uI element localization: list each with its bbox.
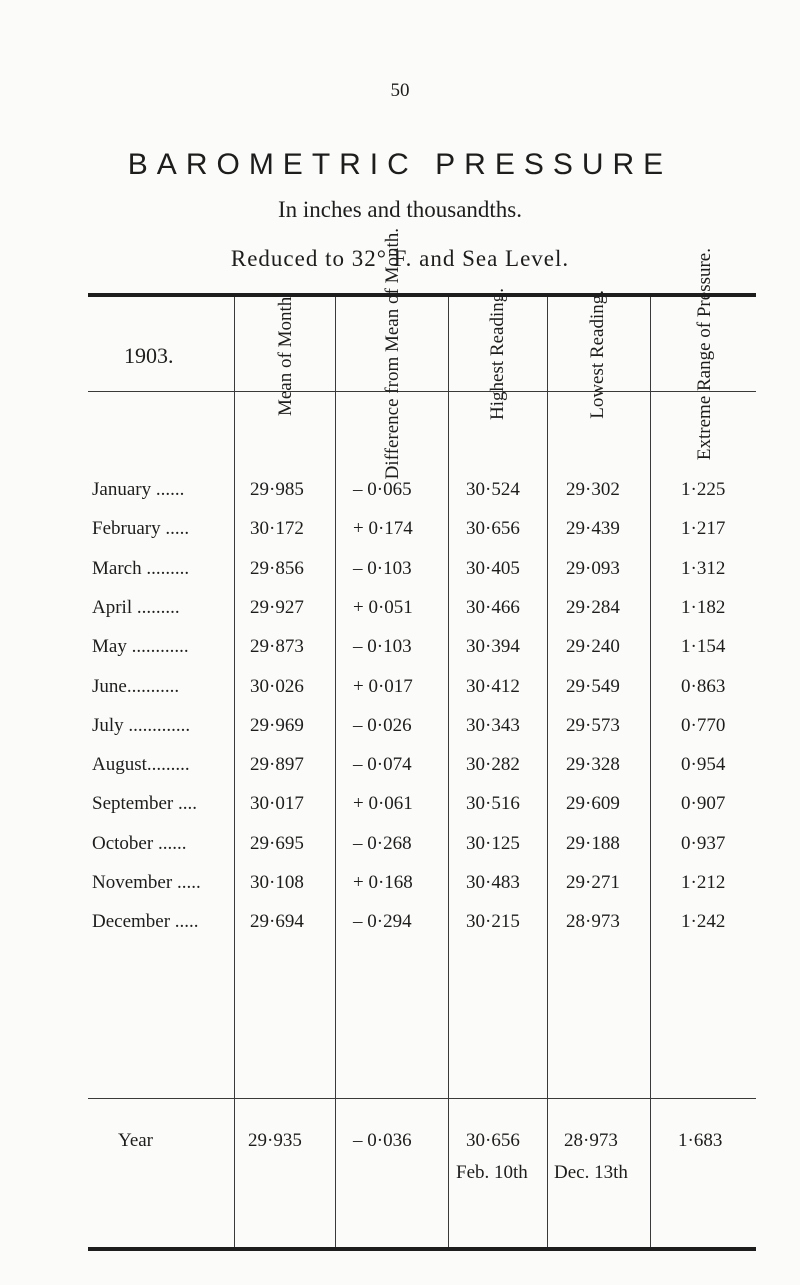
- table-row: [88, 471, 756, 511]
- highest-cell: 30·656: [466, 518, 520, 539]
- mean-cell: 29·897: [250, 754, 304, 775]
- year-low: 28·973: [564, 1130, 618, 1151]
- table-row: [88, 628, 756, 668]
- mean-cell: 29·969: [250, 715, 304, 736]
- table-row: [88, 668, 756, 708]
- month-cell: August.........: [92, 754, 190, 775]
- range-cell: 1·154: [681, 636, 726, 657]
- range-cell: 0·907: [681, 793, 726, 814]
- difference-cell: – 0·268: [353, 833, 412, 854]
- header-mean: Mean of Month.: [274, 292, 296, 417]
- mean-cell: 30·108: [250, 872, 304, 893]
- highest-cell: 30·282: [466, 754, 520, 775]
- table-row: [88, 785, 756, 825]
- table-row: [88, 707, 756, 747]
- highest-cell: 30·524: [466, 479, 520, 500]
- header-range: Extreme Range of Pressure.: [693, 247, 715, 461]
- header-highest: Highest Reading.: [486, 288, 508, 420]
- mean-cell: 29·856: [250, 558, 304, 579]
- month-cell: February .....: [92, 518, 190, 539]
- table-row: [88, 903, 756, 943]
- table-row: [88, 864, 756, 904]
- difference-cell: – 0·103: [353, 558, 412, 579]
- difference-cell: – 0·074: [353, 754, 412, 775]
- difference-cell: – 0·065: [353, 479, 412, 500]
- table-row: [88, 550, 756, 590]
- month-cell: April .........: [92, 597, 180, 618]
- month-cell: December .....: [92, 911, 199, 932]
- month-cell: May ............: [92, 636, 189, 657]
- mean-cell: 30·017: [250, 793, 304, 814]
- highest-cell: 30·405: [466, 558, 520, 579]
- month-cell: September ....: [92, 793, 198, 814]
- month-cell: November .....: [92, 872, 201, 893]
- difference-cell: + 0·168: [353, 872, 413, 893]
- mean-cell: 29·695: [250, 833, 304, 854]
- mean-cell: 30·026: [250, 676, 304, 697]
- month-cell: July .............: [92, 715, 191, 736]
- mean-cell: 29·873: [250, 636, 304, 657]
- year-diff: – 0·036: [353, 1130, 412, 1151]
- range-cell: 1·217: [681, 518, 726, 539]
- month-cell: June...........: [92, 676, 180, 697]
- mean-cell: 30·172: [250, 518, 304, 539]
- highest-cell: 30·215: [466, 911, 520, 932]
- table-row: [88, 746, 756, 786]
- table-top-rule: [88, 293, 756, 297]
- difference-cell: + 0·017: [353, 676, 413, 697]
- year-rule: [88, 1098, 756, 1099]
- table-row: [88, 589, 756, 629]
- range-cell: 1·242: [681, 911, 726, 932]
- highest-cell: 30·412: [466, 676, 520, 697]
- highest-cell: 30·394: [466, 636, 520, 657]
- lowest-cell: 28·973: [566, 911, 620, 932]
- difference-cell: – 0·294: [353, 911, 412, 932]
- highest-cell: 30·125: [466, 833, 520, 854]
- subtitle-reduction: Reduced to 32° F. and Sea Level.: [230, 246, 570, 271]
- month-cell: October ......: [92, 833, 187, 854]
- lowest-cell: 29·328: [566, 754, 620, 775]
- month-cell: January ......: [92, 479, 185, 500]
- lowest-cell: 29·284: [566, 597, 620, 618]
- lowest-cell: 29·188: [566, 833, 620, 854]
- highest-cell: 30·466: [466, 597, 520, 618]
- highest-cell: 30·483: [466, 872, 520, 893]
- range-cell: 1·182: [681, 597, 726, 618]
- header-difference: Difference from Mean of Month.: [381, 228, 403, 480]
- range-cell: 0·770: [681, 715, 726, 736]
- table-row: [88, 510, 756, 550]
- page-number: 50: [390, 80, 410, 101]
- year-range: 1·683: [678, 1130, 723, 1151]
- lowest-cell: 29·573: [566, 715, 620, 736]
- lowest-cell: 29·271: [566, 872, 620, 893]
- mean-cell: 29·927: [250, 597, 304, 618]
- range-cell: 0·937: [681, 833, 726, 854]
- lowest-cell: 29·093: [566, 558, 620, 579]
- mean-cell: 29·694: [250, 911, 304, 932]
- page-title: BAROMETRIC PRESSURE: [127, 148, 673, 181]
- lowest-cell: 29·302: [566, 479, 620, 500]
- range-cell: 0·863: [681, 676, 726, 697]
- year-label: Year: [118, 1130, 154, 1151]
- year-header: 1903.: [124, 343, 174, 368]
- year-low-date: Dec. 13th: [554, 1162, 628, 1183]
- difference-cell: – 0·026: [353, 715, 412, 736]
- subtitle-units: In inches and thousandths.: [277, 197, 522, 222]
- year-mean: 29·935: [248, 1130, 302, 1151]
- table-bottom-rule: [88, 1247, 756, 1251]
- difference-cell: + 0·061: [353, 793, 413, 814]
- range-cell: 1·312: [681, 558, 726, 579]
- difference-cell: – 0·103: [353, 636, 412, 657]
- year-high: 30·656: [466, 1130, 520, 1151]
- range-cell: 1·225: [681, 479, 726, 500]
- lowest-cell: 29·609: [566, 793, 620, 814]
- mean-cell: 29·985: [250, 479, 304, 500]
- range-cell: 0·954: [681, 754, 726, 775]
- range-cell: 1·212: [681, 872, 726, 893]
- highest-cell: 30·343: [466, 715, 520, 736]
- lowest-cell: 29·549: [566, 676, 620, 697]
- highest-cell: 30·516: [466, 793, 520, 814]
- month-cell: March .........: [92, 558, 190, 579]
- difference-cell: + 0·174: [353, 518, 413, 539]
- year-high-date: Feb. 10th: [456, 1162, 528, 1183]
- table-row: [88, 825, 756, 865]
- difference-cell: + 0·051: [353, 597, 413, 618]
- header-lowest: Lowest Reading.: [586, 289, 608, 419]
- lowest-cell: 29·439: [566, 518, 620, 539]
- lowest-cell: 29·240: [566, 636, 620, 657]
